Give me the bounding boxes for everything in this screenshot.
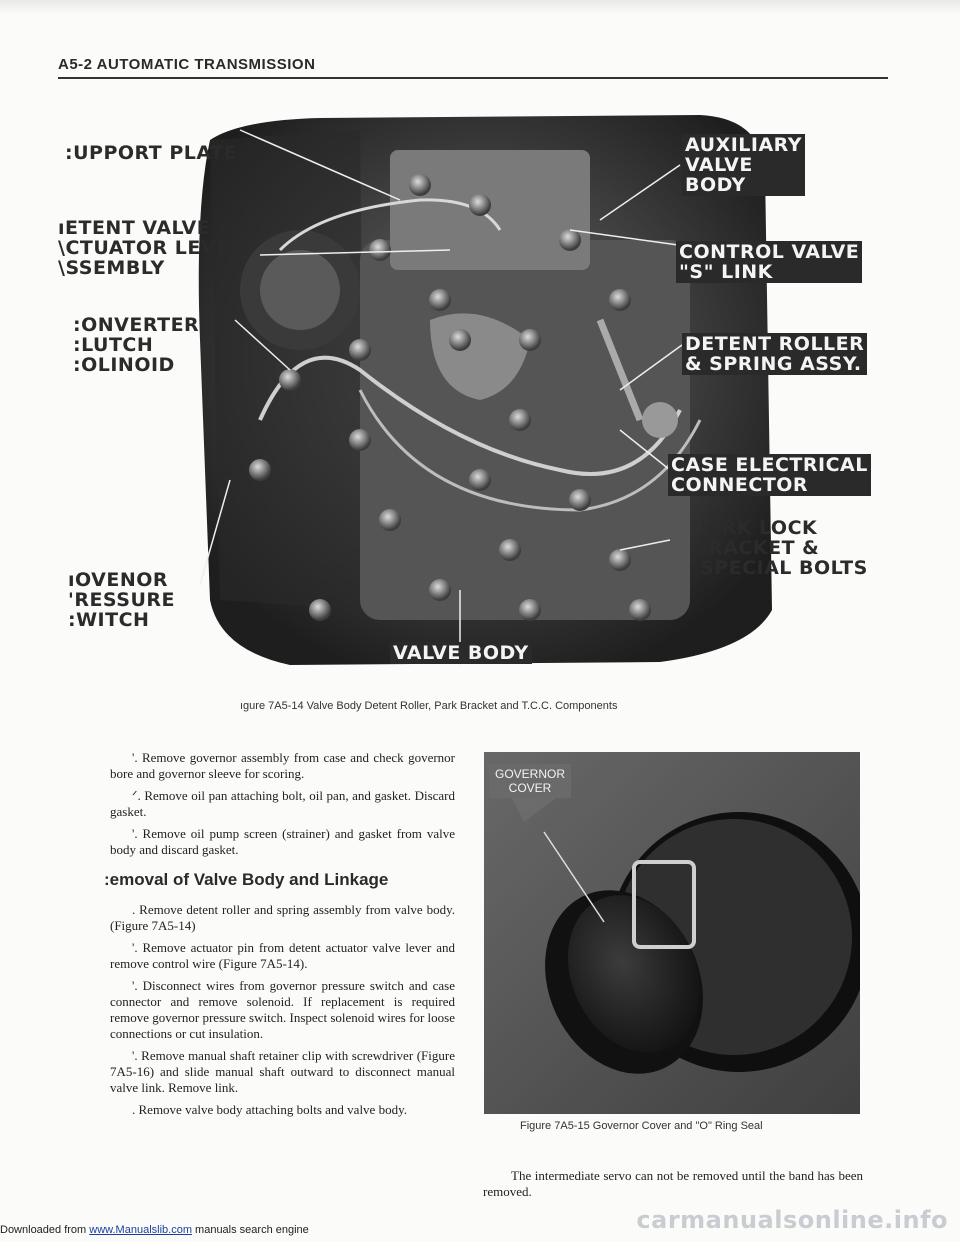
label-converter-clutch-solenoid: :ONVERTER :LUTCH :OLINOID	[73, 314, 200, 376]
label-auxiliary-valve-body: AUXILIARY VALVE BODY	[682, 134, 805, 196]
right-column-paragraph: The intermediate servo can not be removed until the band has been removed.	[483, 1168, 863, 1199]
step-remove-valve-body: . Remove valve body attaching bolts and valve body.	[132, 1102, 407, 1117]
governor-cover-photo	[484, 752, 860, 1114]
footer-prefix: Downloaded from	[0, 1224, 90, 1236]
manualslib-link[interactable]: www.Manualslib.com	[89, 1224, 192, 1236]
figure-valve-body	[58, 90, 868, 712]
page-title: A5-2 AUTOMATIC TRANSMISSION	[58, 56, 316, 73]
page-header	[58, 56, 888, 80]
header-rule	[58, 77, 888, 79]
label-support-plate: :UPPORT PLATE	[65, 142, 238, 164]
step-remove-manual-shaft-clip: '. Remove manual shaft retainer clip with screwdriver (Figure 7A5-16) and slide manual shaft outward to disconnect manual valve link. Remove link.	[110, 1048, 455, 1095]
step-disconnect-wires: '. Disconnect wires from governor pressure switch and case connector and remove solenoid. If replacement is required remove governor pressure switch. Inspect solenoid wires for loose connections or cut insulation.	[110, 978, 455, 1041]
label-governor-pressure-switch: ıOVENOR 'RESSURE :WITCH	[68, 569, 175, 631]
label-detent-roller-spring: DETENT ROLLER & SPRING ASSY.	[682, 333, 867, 375]
figure-governor-cover	[484, 752, 860, 1114]
label-governor-cover: GOVERNOR COVER	[489, 764, 571, 798]
footer-suffix: manuals search engine	[191, 1224, 309, 1236]
step-remove-oil-screen: '. Remove oil pump screen (strainer) and gasket from valve body and discard gasket.	[110, 826, 455, 857]
label-case-electrical-connector: CASE ELECTRICAL CONNECTOR	[668, 454, 871, 496]
label-detent-valve-lever: ıETENT VALVE \CTUATOR LEVER \SSEMBLY	[58, 217, 245, 279]
step-remove-actuator-pin: '. Remove actuator pin from detent actuator valve lever and remove control wire (Figure 7A5-14).	[110, 940, 455, 971]
footer	[0, 1224, 309, 1236]
step-remove-oil-pan: ᐟ. Remove oil pan attaching bolt, oil pan, and gasket. Discard gasket.	[110, 788, 455, 819]
label-valve-body: VALVE BODY	[390, 642, 532, 664]
watermark-logo: carmanualsonline.info	[636, 1206, 948, 1234]
step-remove-governor: '. Remove governor assembly from case and check governor bore and governor sleeve for scoring.	[110, 750, 455, 781]
section-heading: :emoval of Valve Body and Linkage	[104, 870, 389, 889]
page-edge	[0, 0, 960, 14]
label-park-lock-bracket: 'ARK LOCK :RACKET & SPECIAL BOLTS	[700, 517, 868, 579]
figure1-caption: ıgure 7A5-14 Valve Body Detent Roller, Park Bracket and T.C.C. Components	[240, 700, 618, 712]
step-remove-detent-roller: . Remove detent roller and spring assembly from valve body. (Figure 7A5-14)	[110, 902, 455, 933]
label-control-valve-s-link: CONTROL VALVE "S" LINK	[676, 241, 862, 283]
left-column	[104, 750, 455, 1124]
figure2-caption: Figure 7A5-15 Governor Cover and "O" Ring Seal	[520, 1120, 763, 1132]
